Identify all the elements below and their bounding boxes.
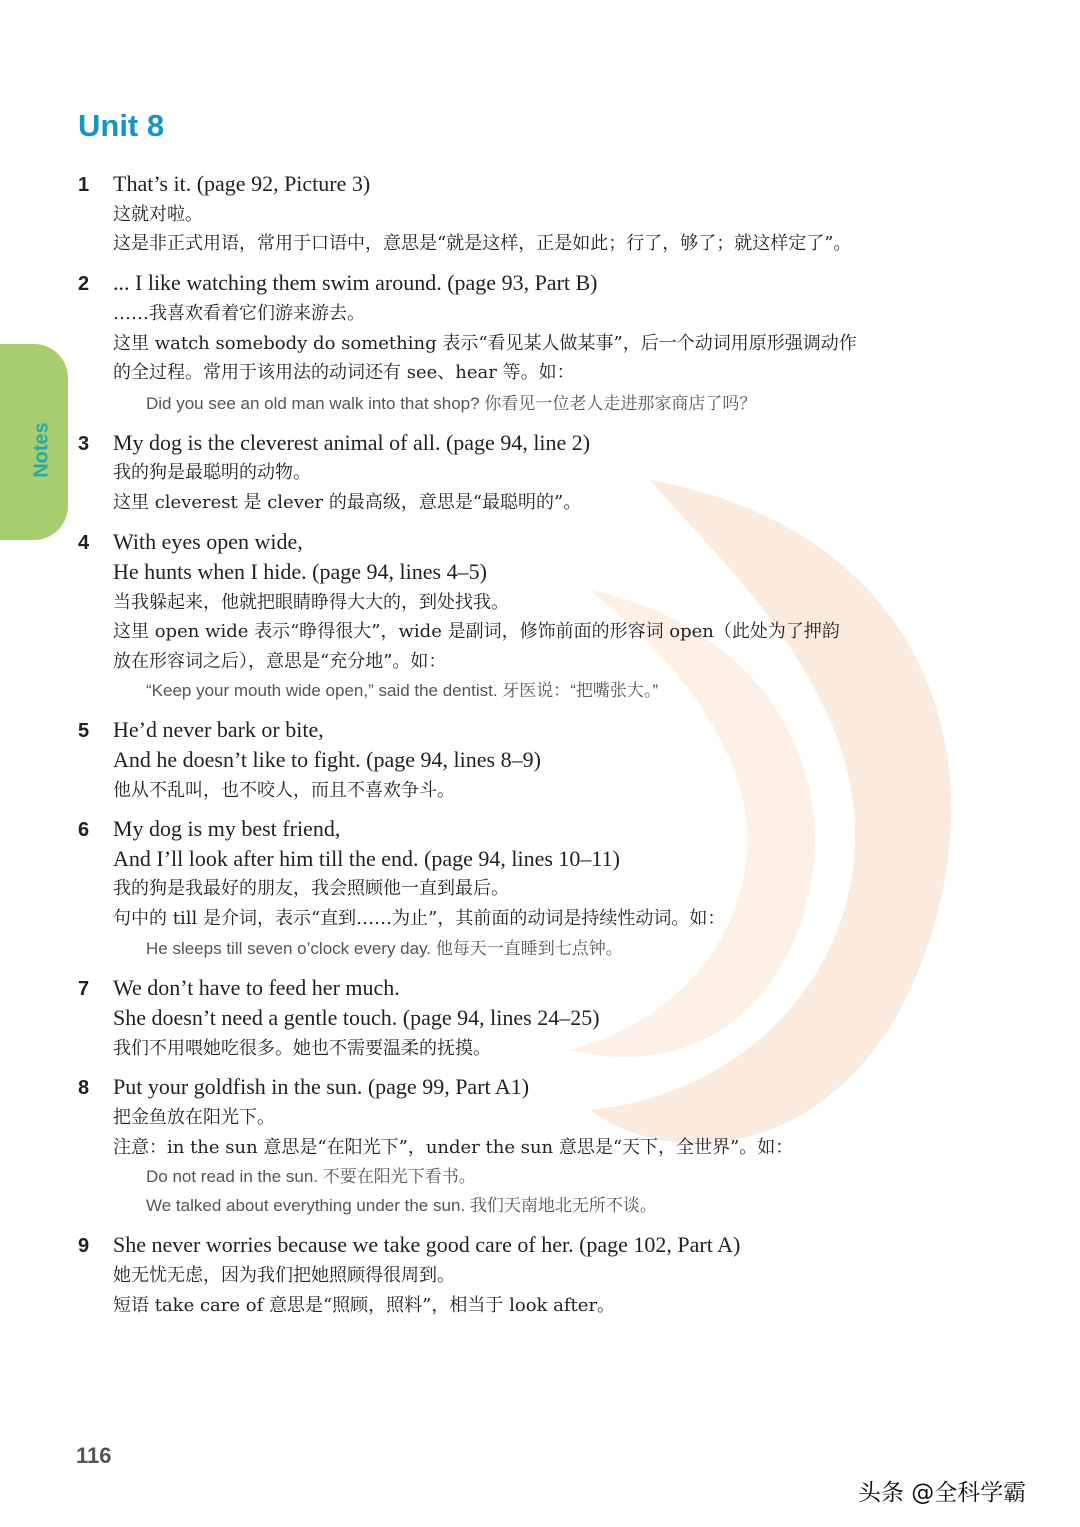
note-explanation-line: 句中的 till 是介词，表示“直到……为止”，其前面的动词是持续性动词。如：: [113, 908, 726, 929]
note-explanation-line: 注意：in the sun 意思是“在阳光下”，under the sun 意思是“天下，全世界”。如：: [113, 1137, 794, 1158]
note-example-line: Did you see an old man walk into that shop? 你看见一位老人走进那家商店了吗？: [146, 394, 757, 413]
unit-title: Unit 8: [78, 108, 165, 143]
note-english-line: And I’ll look after him till the end. (page 94, lines 10–11): [113, 846, 620, 871]
note-english-line: She never worries because we take good care of her. (page 102, Part A): [113, 1232, 741, 1257]
note-example-line: He sleeps till seven o’clock every day. 他每天一直睡到七点钟。: [146, 939, 623, 958]
note-english-line: That’s it. (page 92, Picture 3): [113, 171, 371, 196]
note-chinese-line: ……我喜欢看着它们游来游去。: [113, 303, 365, 324]
note-number: 3: [78, 433, 90, 455]
background-watermark: [530, 470, 1000, 1170]
note-example-line: “Keep your mouth wide open,” said the dentist. 牙医说：“把嘴张大。”: [146, 681, 659, 700]
note-english-line: She doesn’t need a gentle touch. (page 94, lines 24–25): [113, 1005, 600, 1030]
note-english-line: And he doesn’t like to fight. (page 94, lines 8–9): [113, 747, 541, 772]
page-number: 116: [76, 1443, 112, 1468]
note-chinese-line: 我们不用喂她吃很多。她也不需要温柔的抚摸。: [113, 1038, 491, 1059]
note-number: 7: [78, 978, 90, 1000]
note-english-line: He hunts when I hide. (page 94, lines 4–5): [113, 559, 487, 584]
note-explanation-line: 放在形容词之后），意思是“充分地”。如：: [113, 651, 447, 672]
note-chinese-line: 当我躲起来，他就把眼睛睁得大大的，到处找我。: [113, 592, 509, 613]
note-example-line: Do not read in the sun. 不要在阳光下看书。: [146, 1167, 476, 1186]
note-number: 8: [78, 1077, 90, 1099]
note-number: 2: [78, 273, 90, 295]
note-english-line: With eyes open wide,: [113, 529, 303, 554]
note-number: 9: [78, 1235, 90, 1257]
note-chinese-line: 这就对啦。: [113, 204, 203, 225]
note-chinese-line: 她无忧无虑，因为我们把她照顾得很周到。: [113, 1265, 455, 1286]
note-chinese-line: 他从不乱叫，也不咬人，而且不喜欢争斗。: [113, 780, 455, 801]
note-explanation-line: 这是非正式用语，常用于口语中，意思是“就是这样，正是如此；行了，够了；就这样定了”。: [113, 233, 852, 254]
note-english-line: My dog is the cleverest animal of all. (page 94, line 2): [113, 430, 591, 455]
note-chinese-line: 我的狗是我最好的朋友，我会照顾他一直到最后。: [113, 878, 509, 899]
note-explanation-line: 这里 cleverest 是 clever 的最高级，意思是“最聪明的”。: [113, 492, 582, 513]
note-example-line: We talked about everything under the sun. 我们天南地北无所不谈。: [146, 1196, 657, 1215]
note-english-line: We don’t have to feed her much.: [113, 975, 400, 1000]
note-number: 1: [78, 174, 90, 196]
note-number: 5: [78, 720, 90, 742]
note-explanation-line: 短语 take care of 意思是“照顾，照料”，相当于 look after。: [113, 1295, 616, 1316]
source-credit: 头条 @全科学霸: [858, 1480, 1027, 1506]
note-number: 4: [78, 532, 90, 554]
note-explanation-line: 这里 open wide 表示“睁得很大”，wide 是副词，修饰前面的形容词 open（此处为了押韵: [113, 621, 840, 642]
note-english-line: He’d never bark or bite,: [113, 717, 324, 742]
note-chinese-line: 把金鱼放在阳光下。: [113, 1107, 275, 1128]
notes-side-tab-label: Notes: [30, 422, 53, 478]
note-number: 6: [78, 819, 90, 841]
note-english-line: My dog is my best friend,: [113, 816, 341, 841]
note-english-line: Put your goldfish in the sun. (page 99, Part A1): [113, 1074, 530, 1099]
note-explanation-line: 的全过程。常用于该用法的动词还有 see、hear 等。如：: [113, 362, 575, 383]
note-chinese-line: 我的狗是最聪明的动物。: [113, 462, 311, 483]
note-explanation-line: 这里 watch somebody do something 表示“看见某人做某事”，后一个动词用原形强调动作: [113, 333, 857, 354]
note-english-line: ... I like watching them swim around. (page 93, Part B): [113, 270, 598, 295]
